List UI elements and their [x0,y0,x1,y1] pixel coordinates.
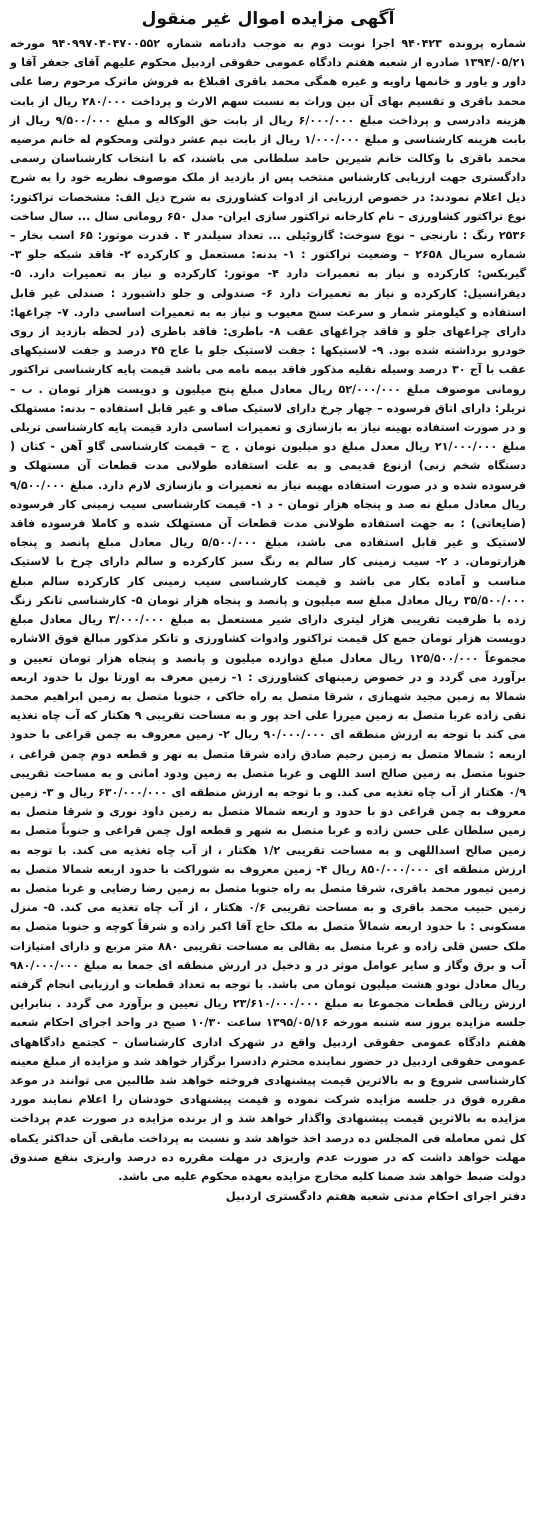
notice-body-text: شماره پرونده ۹۴۰۴۲۳ اجرا نوبت دوم به موجب دادنامه شماره ۹۴۰۹۹۷۰۴۰۴۷۰۰۵۵۲ مورخه ۱۳۹۴/۰۵/۲۱ صادره از شعبه هفتم دادگاه عمومی حقوقی اردبیل محکوم علیهم آقای جعفر آقا و داور و یاور و خانمها راویه و غیره همگی محمد باقری اقبلاغ به فروش ماترک مرحوم رضا علی محمد باقری و تقسیم بهای آن بین وراث به نسبت سهم الارث و پرداخت ۲۸۰/۰۰۰ ریال از بابت هزینه دادرسی و پرداخت مبلغ ۶/۰۰۰/۰۰۰ ریال از بابت حق الوکاله و مبلغ ۹/۵۰۰/۰۰۰ ریال از بابت هزینه کارشناسی و مبلغ ۱/۰۰۰/۰۰۰ ریال از بابت نیم عشر دولتی ومحکوم له خانم مرضیه محمد باقری با وکالت خانم شیرین حامد سلطانی می باشند، که با انتخاب کارشناسان رسمی دادگستری جهت ارزیابی کارشناس منتخب پس از بازدید از ملک موصوف نظریه خود را به شرح ذیل اعلام نمودند: در خصوص ارزیابی از ادوات کشاورزی به شرح ذیل الف: مشخصات تراکتور: نوع تراکتور کشاورزی – نام کارخانه تراکتور سازی ایران- مدل ۶۵۰ رومانی سال ... سال ساخت ۲۵۳۶ رنگ : نارنجی – نوع سوخت: گازوئیلی ... تعداد سیلندر ۴ . قدرت موتور: ۶۵ اسب بخار – شماره سریال ۲۶۵۸ – وضعیت تراکتور : ۱- بدنه: مستعمل و کارکرده ۲- فاقد شبکه جلو ۳- گیربکس: کارکرده و نیاز به تعمیرات دارد ۴- موتور: کارکرده و نیاز به تعمیرات دارد. ۵- دیفرانسیل: کارکرده و نیاز به تعمیرات دارد ۶- صندولی و جلو داشبورد : صندلی غیر قابل استفاده و کیلومتر شمار و سرعت سنج معیوب و نیاز به به تعمیرات اساسی دارد. ۷- چراغها: دارای چراغهای جلو و فاقد چراغهای عقب ۸- باطری: فاقد باطری (در لحظه بازدید از روی خودرو برداشته شده بود. ۹- لاستیکها : جفت لاستیک جلو با عاج ۴۵ درصد و جفت لاستیکهای عقب با آج ۳۰ درصد وسیله نقلیه مذکور فاقد بیمه نامه می باشد قیمت پایه کارشناسی تراکتور رومانی موصوف مبلغ ۵۲/۰۰۰/۰۰۰ ریال معادل مبلغ پنج میلیون و دویست هزار تومان . ب – تریلر: دارای اتاق فرسوده – چهار چرخ دارای لاستیک صاف و غیر قابل استفاده – بدنه: مستهلک و در صورت استفاده بهینه نیاز به بازسازی و تعمیرات اساسی دارد قیمت پایه کارشناسی تریلی مبلغ ۲۱/۰۰۰/۰۰۰ ریال معدل مبلغ دو میلیون تومان . ج – قیمت کارشناسی گاو آهن - کتان ( دستگاه شخم زنی) ازنوع قدیمی و به علت استفاده طولانی مدت قطعات آن مستهلک و فرسوده شده و در صورت استفاده بهینه نیاز به تعمیرات و بازسازی لازم دارد. مبلغ ۹/۵۰۰/۰۰۰ ریال معادل مبلغ نه صد و پنجاه هزار تومان - د ۱- قیمت کارشناسی سیب زمینی کار فرسوده (ضایعاتی) : به جهت استفاده طولانی مدت قطعات آن مستهلک شده و کاملا فرسوده فاقد لاستیک و غیر قابل استفاده می باشد، مبلغ ۵/۵۰۰/۰۰۰ ریال معادل مبلغ پانصد و پنجاه هزارتومان. د ۲- سیب زمینی کار سالم به رنگ سبز کارکرده و سالم دارای چرخ با لاستیک مناسب و آماده بکار می باشد و قیمت کارشناسی سیب زمینی کار کارکرده سالم مبلغ ۳۵/۵۰۰/۰۰۰ ریال معادل مبلغ سه میلیون و پانصد و پنجاه هزار تومان ۵- کارشناسی تانکر زنگ زده با ظرفیت تقریبی هزار لیتری دارای شیر مستعمل به مبلغ ۳/۰۰۰/۰۰۰ ریال معادل مبلغ دویست هزار تومان جمع کل قیمت تراکتور وادوات کشاورزی و تانکر مذکور مبالغ فوق الاشاره مجموعاً ۱۲۵/۵۰۰/۰۰۰ ریال معادل مبلغ دوازده میلیون و پانصد و پنجاه هزار تومان تعیین و برآورد می گردد و در خصوص زمینهای کشاورزی : ۱- زمین معرف به اورتا بول با حدود اربعه شمالا به زمین مجید شهبازی ، شرقا متصل به راه خاکی ، جنوبا متصل به زمین ابراهیم محمد تقی زاده غربا متصل به زمین میرزا علی احد پور و به مساحت تقریبی ۹ هکتار که آب چاه تغذیه می کند با توجه به ارزش منطقه ای ۹۰/۰۰۰/۰۰۰ ریال ۲- زمین معروف به چمن قراغی با حدود اربعه : شمالا متصل به زمین رحیم صادق زاده شرقا متصل به نهر و قطعه دوم چمن قراغی ، جنوبا متصل به زمین صالح اسد اللهی و غربا متصل به زمین ودود امانی و به مساحت تقریبی ۰/۹ هکتار از آب چاه تغذیه می کند. و با توجه به ارزش منطقه ای ۶۳۰/۰۰۰/۰۰۰ ریال و ۳- زمین معروف به چمن قراغی دو با حدود و اربعه شمالا متصل به زمین داود نوری و شرقا متصل به زمین سلطان علی حسن زاده و غربا متصل به شهر و قطعه اول چمن قراغی و جنوباً متصل به زمین صالح اسداللهی و به مساحت تقریبی ۱/۲ هکتار ، از آب چاه تغذیه می کند. با توجه به ارزش منطقه ای ۸۵۰/۰۰۰/۰۰۰ ریال ۴- زمین معروف به شوراکت با حدود اربعه شمالا متصل به زمین تیمور محمد باقری، شرقا متصل به راه جنوبا متصل به زمین رضا رضایی و غربا متصل به زمین حبیب محمد باقری و به مساحت تقریبی ۰/۶ هکتار ، از آب چاه تغذیه می کند. ۵- منزل مسکونی : با حدود اربعه شمالاً متصل به ملک حاج آقا اکبر زاده و شرقاً کوچه و جنوبا متصل به ملک حسن قلی زاده و غربا متصل به بقالی به مساحت تقریبی ۸۸۰ متر مربع و دارای امتیازات آب و برق وگاز و سایر عوامل موثر در و دخیل در ارزش منطقه ای جمعا به مبلغ ۹۸۰/۰۰۰/۰۰۰ ریال معادل نودو هشت میلیون تومان می باشد. با توجه به تعداد قطعات و ارزیابی انجام گرفته ارزش ریالی قطعات مجموعا به مبلغ ۲۳/۶۱۰/۰۰۰/۰۰۰ ریال تعیین و برآورد می گردد . بنابراین جلسه مزایده بروز سه شنبه مورخه ۱۳۹۵/۰۵/۱۶ ساعت ۱۰/۳۰ صبح در واحد اجرای احکام شعبه هفتم دادگاه عمومی حقوقی اردبیل واقع در شهرک اداری کارشناسان – کجتمع دادگاههای عمومی حقوقی اردبیل در حضور نماینده محترم دادسرا برگزار خواهد شد و مزایده از مبلغ معینه کارشناسی شروع و به بالاترین قیمت پیشنهادی فروخته خواهد شد طالبین می توانند در موعد مقرره فوق در جلسه مزایده شرکت نموده و قیمت پیشنهادی خودشان را اعلام نمایند مورد مزایده به بالاترین قیمت پیشنهادی واگذار خواهد شد و از برنده مزایده در صورت عدم پرداخت کل ثمن معامله فی المجلس ده درصد اخذ خواهد شد و نسبت به پرداخت مابقی آن حداکثر یکماه مهلت خواهد داشت که در صورت عدم واریزی در مهلت مقرره ده درصد واریزی بنفع صندوق دولت ضبط خواهد شد ضمنا کلیه مخارج مزایده بعهده محکوم علیه می باشد. [10,37,527,1183]
notice-title: آگهی مزایده اموال غیر منقول [141,9,395,29]
auction-notice [8,4,528,1532]
notice-signature: دفتر اجرای احکام مدنی شعبه هفتم دادگستری اردبیل [225,1189,526,1204]
